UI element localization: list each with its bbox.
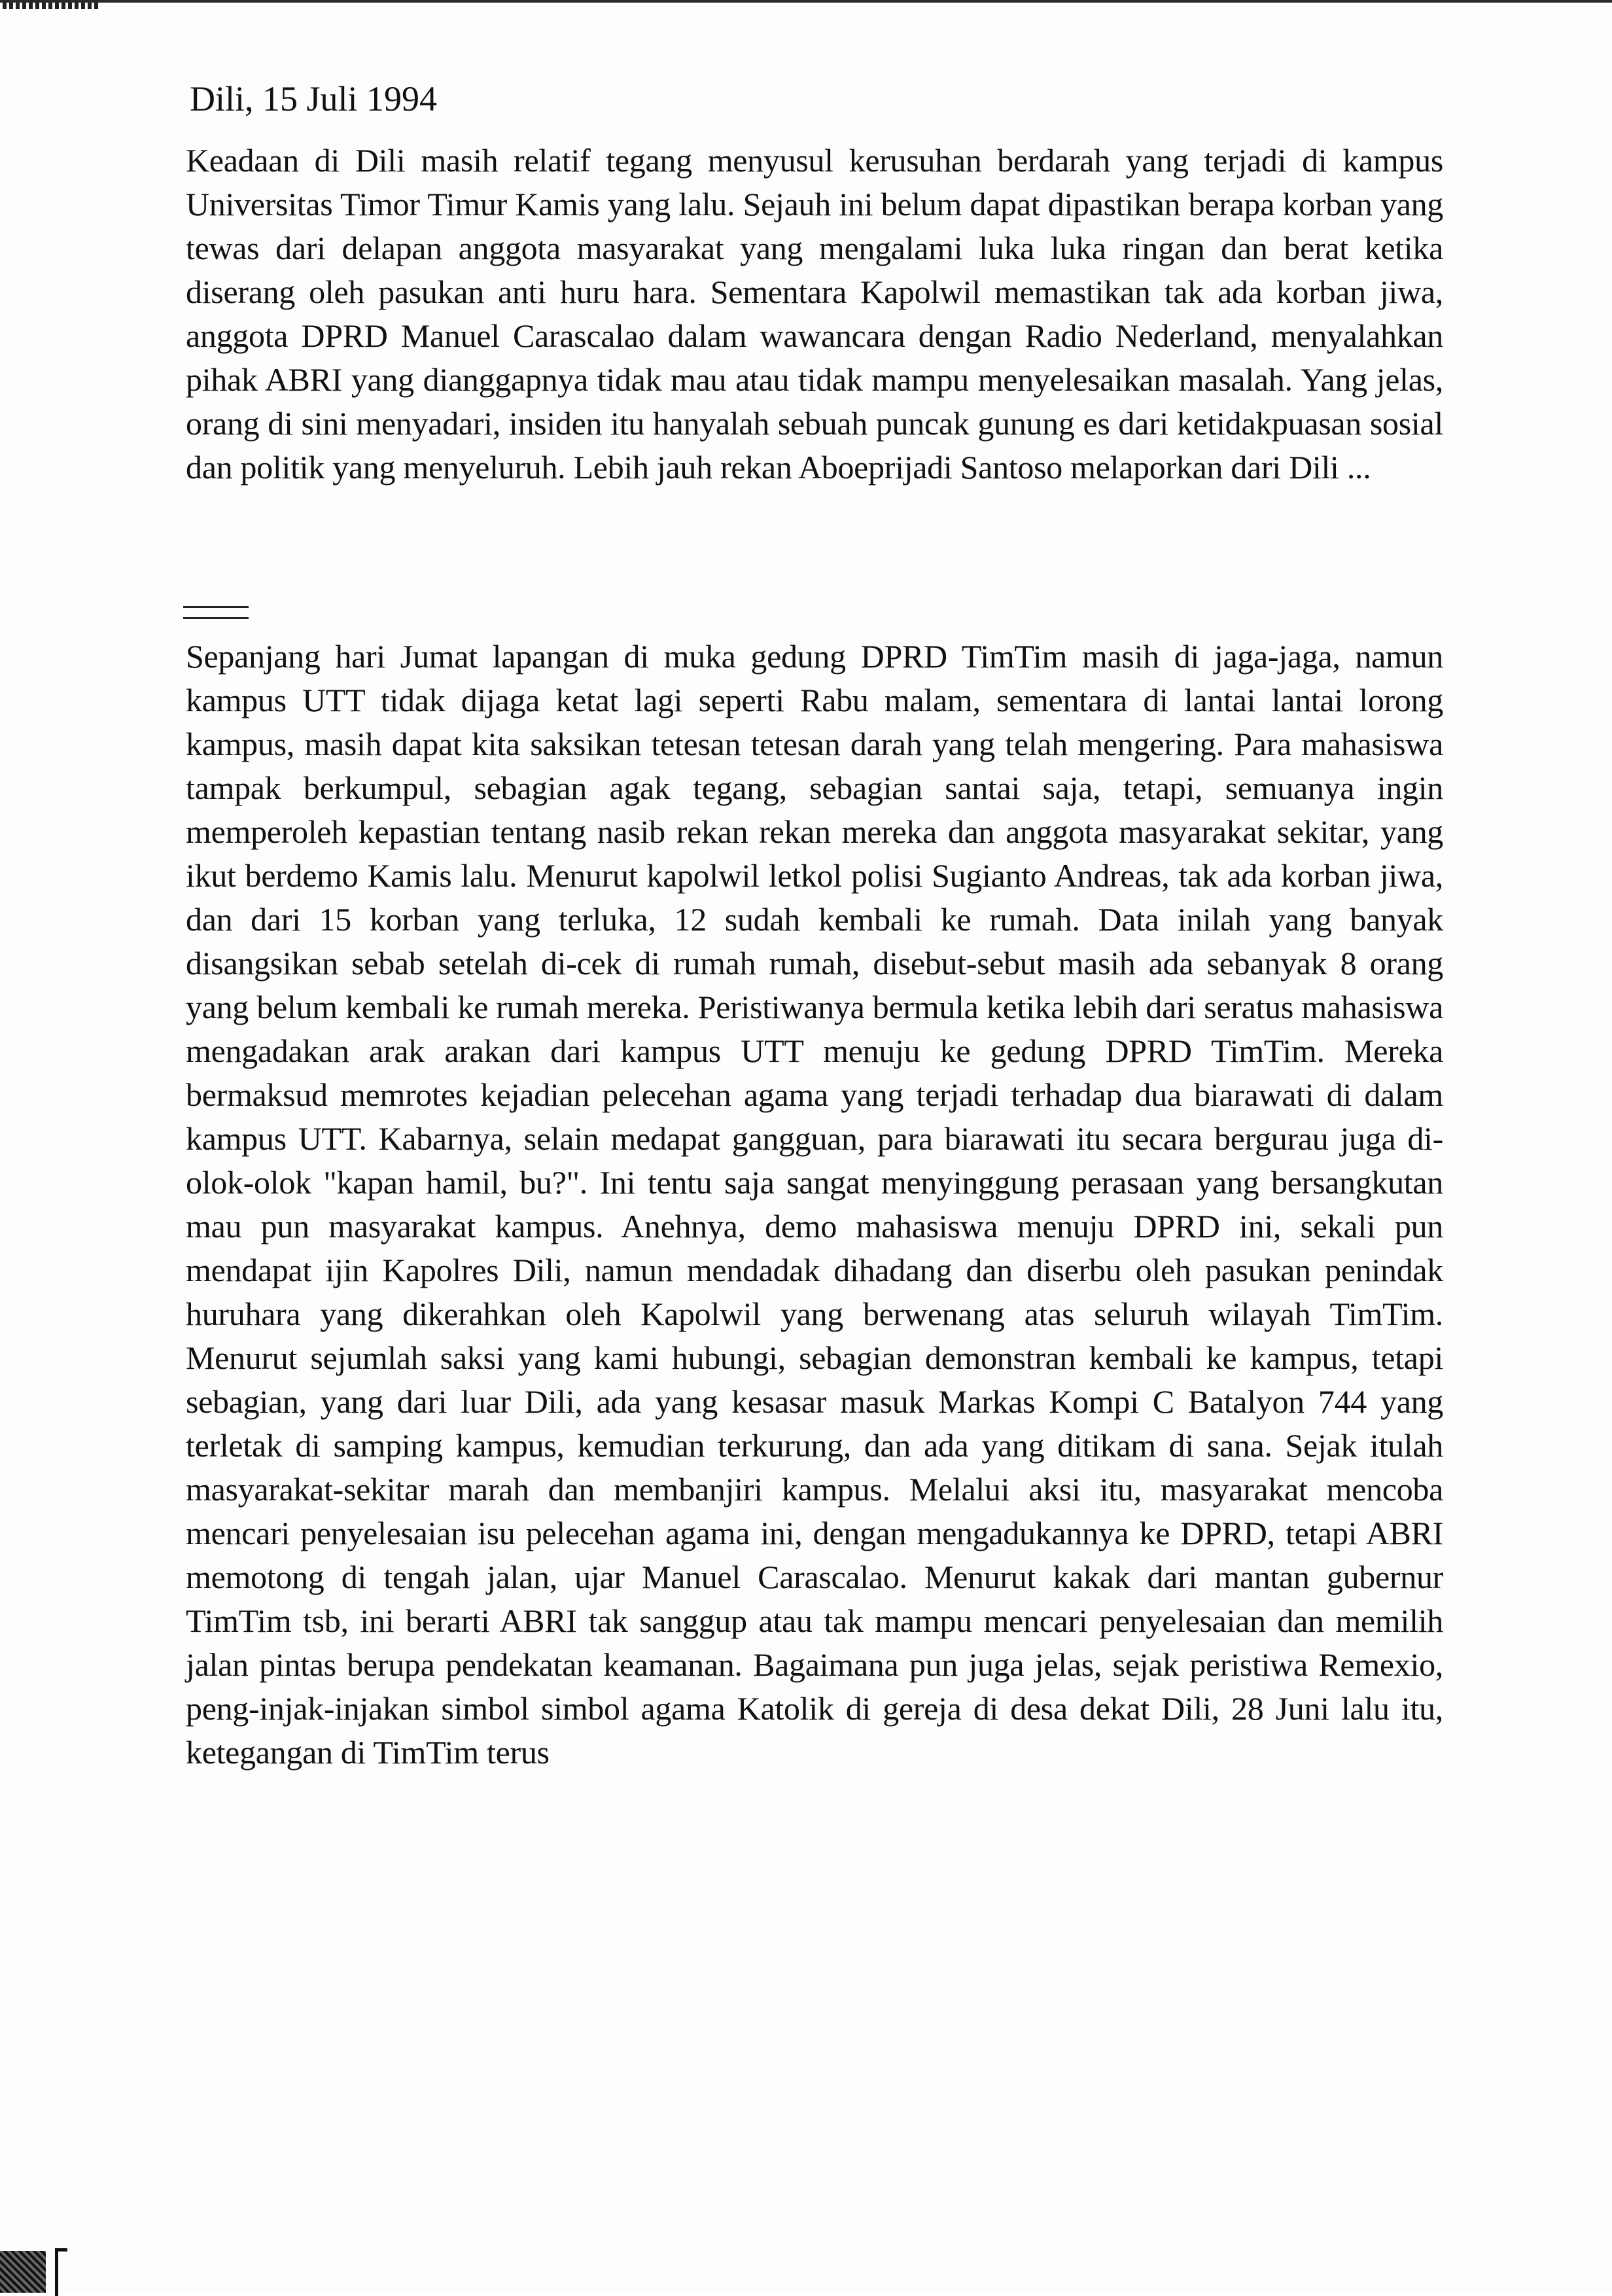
body-text: Sepanjang hari Jumat lapangan di muka gedung DPRD TimTim masih di jaga-jaga, namun kampus UTT tidak dijaga ketat lagi seperti Rabu malam, sementara di lantai lantai lorong kampus, masih dapat kita saksikan tetesan tetesan darah yang telah mengering. Para mahasiswa tampak berkumpul, sebagian agak tegang, sebagian santai saja, tetapi, semuanya ingin memperoleh kepastian tentang nasib rekan rekan mereka dan anggota masyarakat sekitar, yang ikut berdemo Kamis lalu. Menurut kapolwil letkol polisi Sugianto Andreas, tak ada korban jiwa, dan dari 15 korban yang terluka, 12 sudah kembali ke rumah. Data inilah yang banyak disangsikan sebab setelah di-cek di rumah rumah, disebut-sebut masih ada sebanyak 8 orang yang belum kembali ke rumah mereka. Peristiwanya bermula ketika lebih dari seratus mahasiswa mengadakan arak arakan dari kampus UTT menuju ke gedung DPRD TimTim. Mereka bermaksud memrotes kejadian pelecehan agama yang terjadi terhadap dua biarawati di dalam kampus UTT. Kabarnya, selain medapat gangguan, para biarawati itu secara bergurau juga di-olok-olok "kapan hamil, bu?". Ini tentu saja sangat menyinggung perasaan yang bersangkutan mau pun masyarakat kampus. Anehnya, demo mahasiswa menuju DPRD ini, sekali pun mendapat ijin Kapolres Dili, namun mendadak dihadang dan diserbu oleh pasukan penindak huruhara yang dikerahkan oleh Kapolwil yang berwenang atas seluruh wilayah TimTim. Menurut sejumlah saksi yang kami hubungi, sebagian demonstran kembali ke kampus, tetapi sebagian, yang dari luar Dili, ada yang kesasar masuk Markas Kompi C Batalyon 744 yang terletak di samping kampus, kemudian terkurung, dan ada yang ditikam di sana. Sejak itulah masyarakat-sekitar marah dan membanjiri kampus. Melalui aksi itu, masyarakat mencoba mencari penyelesaian isu pelecehan agama ini, dengan mengadukannya ke DPRD, tetapi ABRI memotong di tengah jalan, ujar Manuel Carascalao. Menurut kakak dari mantan gubernur TimTim tsb, ini berarti ABRI tak sanggup atau tak mampu mencari penyelesaian dan memilih jalan pintas berupa pendekatan keamanan. Bagaimana pun juga jelas, sejak peristiwa Remexio, peng-injak-injakan simbol simbol agama Katolik di gereja di desa dekat Dili, 28 Juni lalu itu, ketegangan di TimTim terus xyxy=(186,638,1443,1771)
section-separator xyxy=(183,606,249,619)
body-paragraph xyxy=(186,635,1443,1775)
scan-edge xyxy=(0,0,1612,3)
intro-text: Keadaan di Dili masih relatif tegang menyusul kerusuhan berdarah yang terjadi di kampus Universitas Timor Timur Kamis yang lalu. Sejauh ini belum dapat dipastikan berapa korban yang tewas dari delapan anggota masyarakat yang mengalami luka luka ringan dan berat ketika diserang oleh pasukan anti huru hara. Sementara Kapolwil memastikan tak ada korban jiwa, anggota DPRD Manuel Carascalao dalam wawancara dengan Radio Nederland, menyalahkan pihak ABRI yang dianggapnya tidak mau atau tidak mampu menyelesaikan masalah. Yang jelas, orang di sini menyadari, insiden itu hanyalah sebuah puncak gunung es dari ketidakpuasan sosial dan politik yang menyeluruh. Lebih jauh rekan Aboeprijadi Santoso melaporkan dari Dili ... xyxy=(186,142,1443,486)
scan-artifact-top xyxy=(3,3,101,9)
scan-bracket-mark xyxy=(55,2248,67,2296)
scan-artifact-bottom xyxy=(0,2251,46,2293)
intro-paragraph xyxy=(186,139,1443,489)
dateline: Dili, 15 Juli 1994 xyxy=(190,79,438,118)
